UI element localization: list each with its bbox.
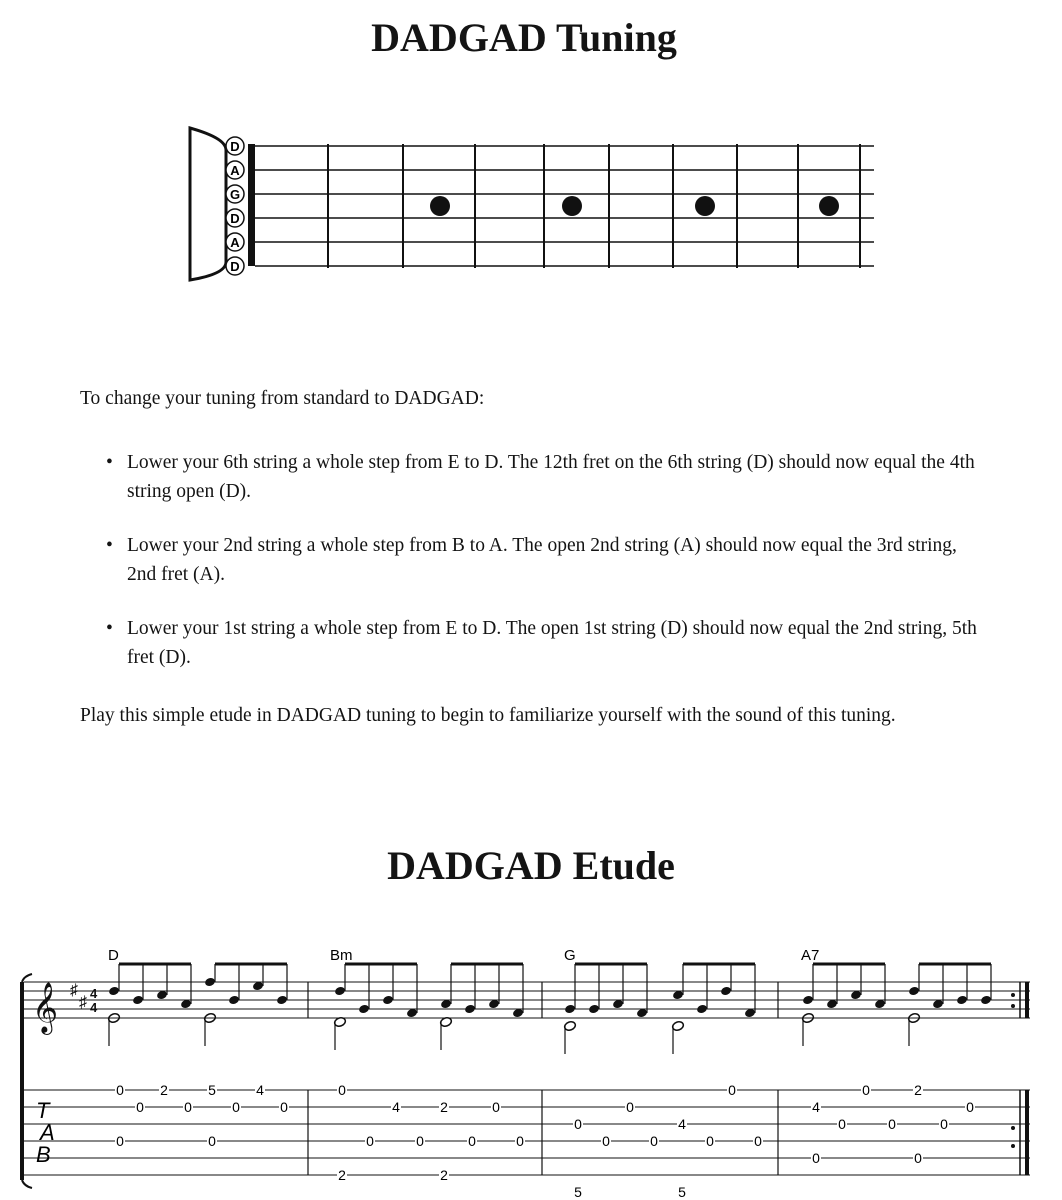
string-label: A: [230, 235, 240, 250]
tab-number: 2: [338, 1167, 346, 1183]
treble-clef-icon: 𝄞: [32, 983, 59, 1032]
note-head: [980, 995, 992, 1006]
fret-marker-dot: [695, 196, 715, 216]
note-head: [720, 986, 732, 997]
music-staff: [24, 982, 1030, 1018]
note-head: [276, 995, 288, 1006]
bullet-icon: •: [106, 535, 113, 556]
note-head: [564, 1004, 576, 1015]
tab-number: 0: [492, 1099, 500, 1115]
tab-number: 5: [678, 1184, 686, 1200]
tab-number: 5: [574, 1184, 582, 1200]
tab-number: 2: [914, 1082, 922, 1098]
chord-name: D: [108, 947, 119, 964]
tab-number: 0: [136, 1099, 144, 1115]
tab-number: 0: [280, 1099, 288, 1115]
tab-number: 0: [516, 1133, 524, 1149]
chord-name: Bm: [330, 947, 353, 964]
note-head: [956, 995, 968, 1006]
repeat-dot: [1011, 993, 1015, 997]
time-signature: 4: [90, 986, 98, 1001]
intro-text: To change your tuning from standard to DADGAD:: [80, 388, 485, 409]
sharp-icon: ♯: [70, 982, 78, 999]
etude-notation: [10, 940, 1035, 1200]
etude-title: DADGAD Etude: [387, 843, 675, 888]
bullet-icon: •: [106, 618, 113, 639]
tab-number: 0: [706, 1133, 714, 1149]
tab-number: 0: [232, 1099, 240, 1115]
string-label: D: [230, 259, 240, 274]
tab-number: 5: [208, 1082, 216, 1098]
tab-staff: [24, 1090, 1030, 1175]
nut: [248, 144, 255, 266]
tab-letter: A: [40, 1120, 55, 1145]
repeat-dot: [1011, 1144, 1015, 1148]
note-head: [358, 1004, 370, 1015]
fret-marker-dot: [562, 196, 582, 216]
tab-number: 0: [366, 1133, 374, 1149]
note-head: [334, 986, 346, 997]
time-signature: 4: [90, 1000, 98, 1015]
tab-number: 0: [888, 1116, 896, 1132]
tab-number: 0: [838, 1116, 846, 1132]
tuning-steps-list: [80, 448, 980, 697]
string-label: D: [230, 211, 240, 226]
tab-number: 0: [728, 1082, 736, 1098]
repeat-dot: [1011, 1004, 1015, 1008]
tab-number: 0: [338, 1082, 346, 1098]
bullet-icon: •: [106, 452, 113, 473]
tab-number: 2: [440, 1167, 448, 1183]
tab-number: 0: [626, 1099, 634, 1115]
step-text: Lower your 2nd string a whole step from B to A. The open 2nd string (A) should now equal the 3rd string, 2nd fret (A).: [127, 535, 957, 585]
tab-number: 4: [256, 1082, 264, 1098]
string-label: A: [230, 163, 240, 178]
tab-number: 0: [416, 1133, 424, 1149]
tab-number: 0: [184, 1099, 192, 1115]
string-label: D: [230, 139, 240, 154]
tab-letter: B: [36, 1142, 51, 1167]
tab-number: 0: [602, 1133, 610, 1149]
note-head: [464, 1004, 476, 1015]
tab-number: 2: [440, 1099, 448, 1115]
fret-marker-dot: [430, 196, 450, 216]
note-head: [132, 995, 144, 1006]
tab-number: 0: [208, 1133, 216, 1149]
sharp-icon: ♯: [79, 994, 87, 1011]
outro-text: Play this simple etude in DADGAD tuning to begin to familiarize yourself with the sound of this tuning.: [80, 705, 896, 726]
tab-letter: T: [36, 1098, 50, 1123]
tab-number: 0: [966, 1099, 974, 1115]
tab-number: 0: [940, 1116, 948, 1132]
list-item: [80, 448, 980, 506]
note-head: [908, 986, 920, 997]
tab-number: 4: [812, 1099, 820, 1115]
headstock: [190, 128, 226, 280]
note-head: [228, 995, 240, 1006]
step-text: Lower your 6th string a whole step from E to D. The 12th fret on the 6th string (D) should now equal the 4th string open (D).: [127, 452, 975, 502]
list-item: [80, 614, 980, 672]
note-head: [588, 1004, 600, 1015]
tab-number: 4: [392, 1099, 400, 1115]
tab-number: 0: [574, 1116, 582, 1132]
chord-name: G: [564, 947, 576, 964]
tab-number: 4: [678, 1116, 686, 1132]
tab-number: 0: [812, 1150, 820, 1166]
note-head: [802, 995, 814, 1006]
dadgad-fretboard-diagram: [186, 124, 886, 284]
tab-number: 0: [116, 1082, 124, 1098]
note-head: [204, 977, 216, 988]
tab-number: 0: [650, 1133, 658, 1149]
note-head: [108, 986, 120, 997]
fret-marker-dot: [819, 196, 839, 216]
tab-number: 0: [116, 1133, 124, 1149]
chord-name: A7: [801, 947, 820, 964]
tab-number: 0: [862, 1082, 870, 1098]
repeat-dot: [1011, 1126, 1015, 1130]
tab-number: 2: [160, 1082, 168, 1098]
page-title: DADGAD Tuning: [371, 15, 677, 60]
list-item: [80, 531, 980, 589]
tab-number: 0: [468, 1133, 476, 1149]
string-label: G: [229, 187, 241, 202]
step-text: Lower your 1st string a whole step from E to D. The open 1st string (D) should now equal the 2nd string, 5th fret (D).: [127, 618, 977, 668]
note-head: [696, 1004, 708, 1015]
tab-number: 0: [914, 1150, 922, 1166]
tab-number: 0: [754, 1133, 762, 1149]
note-head: [382, 995, 394, 1006]
